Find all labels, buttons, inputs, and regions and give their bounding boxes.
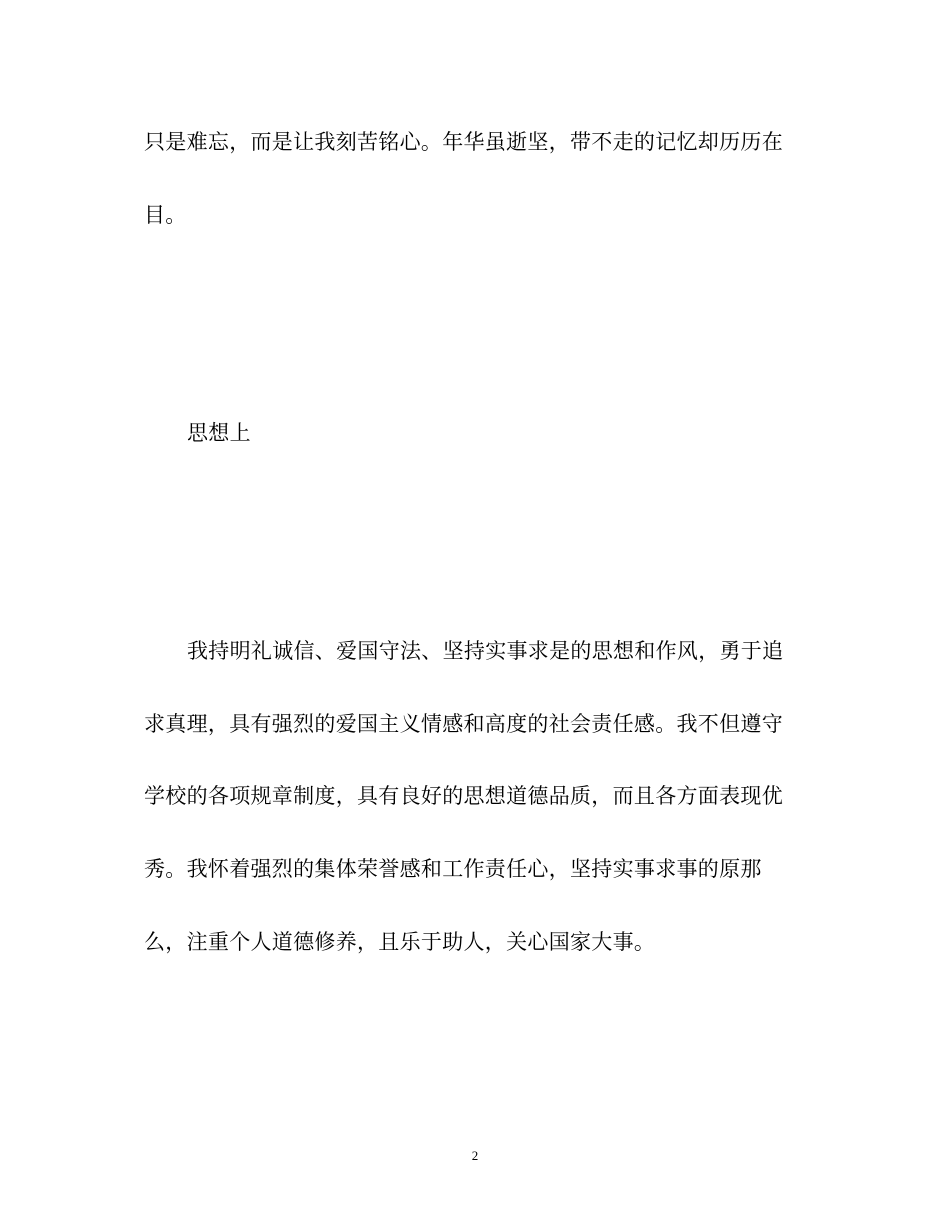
continuation-line-1: 只是难忘，而是让我刻苦铭心。年华虽逝坚，带不走的记忆却历历在: [144, 130, 783, 154]
continuation-line-2: 目。: [144, 203, 187, 227]
paragraph-line-1: 我持明礼诚信、爱国守法、坚持实事求是的思想和作风，勇于追: [187, 639, 784, 663]
page-number: 2: [471, 1148, 479, 1163]
paragraph-line-2: 求真理，具有强烈的爱国主义情感和高度的社会责任感。我不但遵守: [144, 712, 783, 736]
paragraph-line-5: 么，注重个人道德修养，且乐于助人，关心国家大事。: [144, 930, 656, 954]
paragraph-line-3: 学校的各项规章制度，具有良好的思想道德品质，而且各方面表现优: [144, 784, 783, 808]
section-heading: 思想上: [187, 421, 251, 445]
paragraph-line-4: 秀。我怀着强烈的集体荣誉感和工作责任心，坚持实事求事的原那: [144, 857, 762, 881]
